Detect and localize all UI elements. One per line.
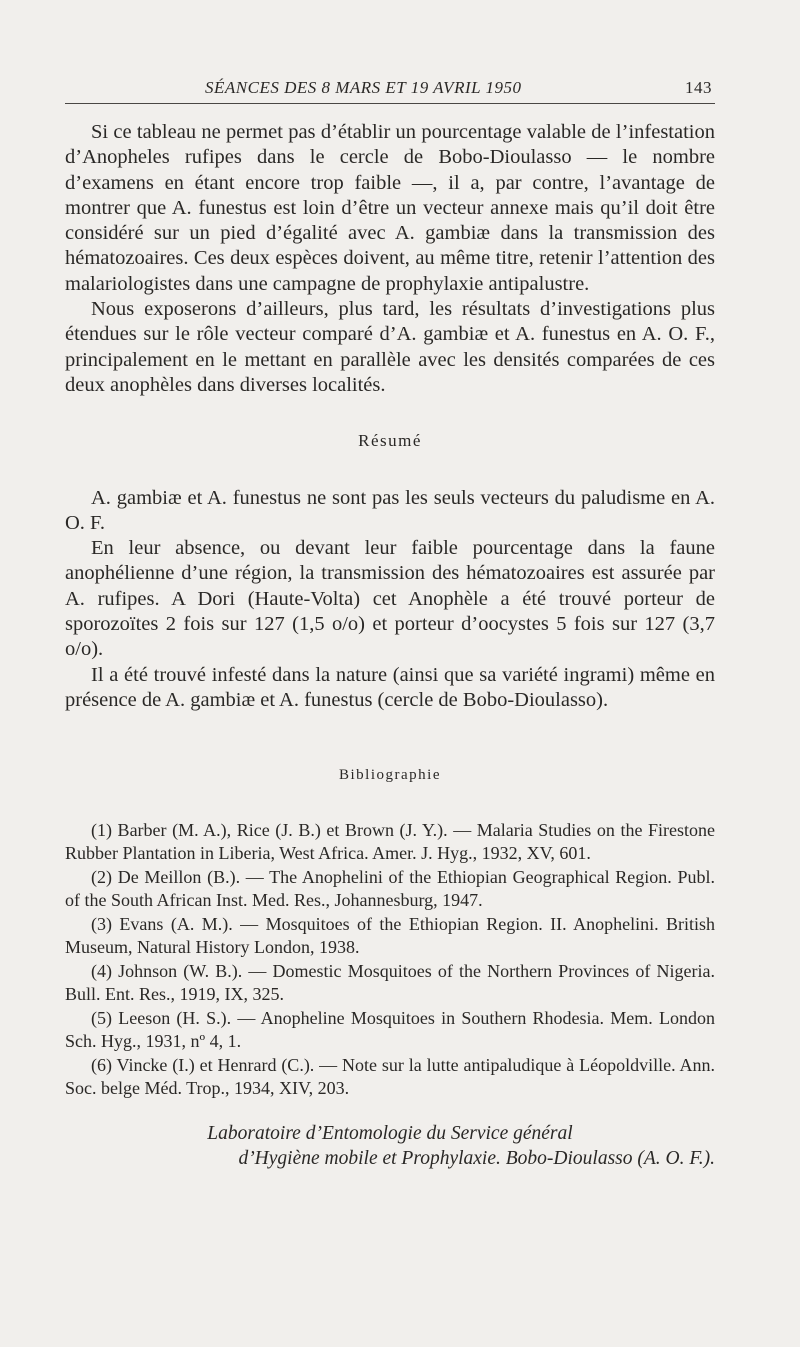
reference-item: (1) Barber (M. A.), Rice (J. B.) et Brown (J. Y.). — Malaria Studies on the Firestone Rubber Plantation in Liberia, West Africa. Amer. J. Hyg., 1932, XV, 601. — [65, 819, 715, 864]
affiliation — [65, 1121, 715, 1171]
resume-paragraph: A. gambiæ et A. funestus ne sont pas les seuls vecteurs du paludisme en A. O. F. — [65, 486, 715, 534]
bibliography-heading: Bibliographie — [339, 767, 441, 784]
resume-paragraph: En leur absence, ou devant leur faible pourcentage dans la faune anophélienne d’une région, la transmission des hématozoaires est assurée par A. rufipes. A Dori (Haute-Volta) cet Anophèle a été trouvé porteur de sporozoïtes 2 fois sur 127 (1,5 o/o) et porteur d’oocystes 5 fois sur 127 (3,7 o/o). — [65, 537, 715, 661]
affiliation-line: d’Hygiène mobile et Prophylaxie. Bobo-Dioulasso (A. O. F.). — [238, 1147, 715, 1169]
reference-item: (3) Evans (A. M.). — Mosquitoes of the Ethiopian Region. II. Anophelini. British Museum, Natural History London, 1938. — [65, 913, 715, 958]
running-title: SÉANCES DES 8 MARS ET 19 AVRIL 1950 — [205, 78, 522, 97]
resume-heading: Résumé — [358, 431, 422, 451]
page-number: 143 — [685, 78, 712, 97]
reference-item: (6) Vincke (I.) et Henrard (C.). — Note sur la lutte antipaludique à Léopoldville. Ann. Soc. belge Méd. Trop., 1934, XIV, 203. — [65, 1054, 715, 1099]
reference-list — [65, 819, 715, 1101]
reference-item: (2) De Meillon (B.). — The Anophelini of the Ethiopian Geographical Region. Publ. of the South African Inst. Med. Res., Johannesburg, 1947. — [65, 866, 715, 911]
resume-paragraph: Il a été trouvé infesté dans la nature (ainsi que sa variété ingrami) même en présence de A. gambiæ et A. funestus (cercle de Bobo-Dioulasso). — [65, 663, 715, 711]
reference-item: (4) Johnson (W. B.). — Domestic Mosquitoes of the Northern Provinces of Nigeria. Bull. Ent. Res., 1919, IX, 325. — [65, 960, 715, 1005]
affiliation-line: Laboratoire d’Entomologie du Service général — [207, 1122, 573, 1144]
article-body — [65, 120, 715, 1171]
body-paragraph: Si ce tableau ne permet pas d’établir un pourcentage valable de l’infestation d’Anopheles rufipes dans le cercle de Bobo-Dioulasso — le nombre d’examens en étant encore trop faible —, il a, par contre, l’avantage de montrer que A. funestus est loin d’être un vecteur annexe mais qu’il doit être considéré sur un pied d’égalité avec A. gambiæ dans la transmission des hématozoaires. Ces deux espèces doivent, au même titre, retenir l’attention des malariologistes dans une campagne de prophylaxie antipalustre. — [65, 121, 715, 295]
body-paragraph: Nous exposerons d’ailleurs, plus tard, les résultats d’investigations plus étendues sur le rôle vecteur comparé d’A. gambiæ et A. funestus en A. O. F., principalement en le mettant en parallèle avec les densités comparées de ces deux anophèles dans diverses localités. — [65, 298, 715, 396]
header-rule — [65, 103, 715, 104]
reference-item: (5) Leeson (H. S.). — Anopheline Mosquitoes in Southern Rhodesia. Mem. London Sch. Hyg., 1931, nº 4, 1. — [65, 1007, 715, 1052]
